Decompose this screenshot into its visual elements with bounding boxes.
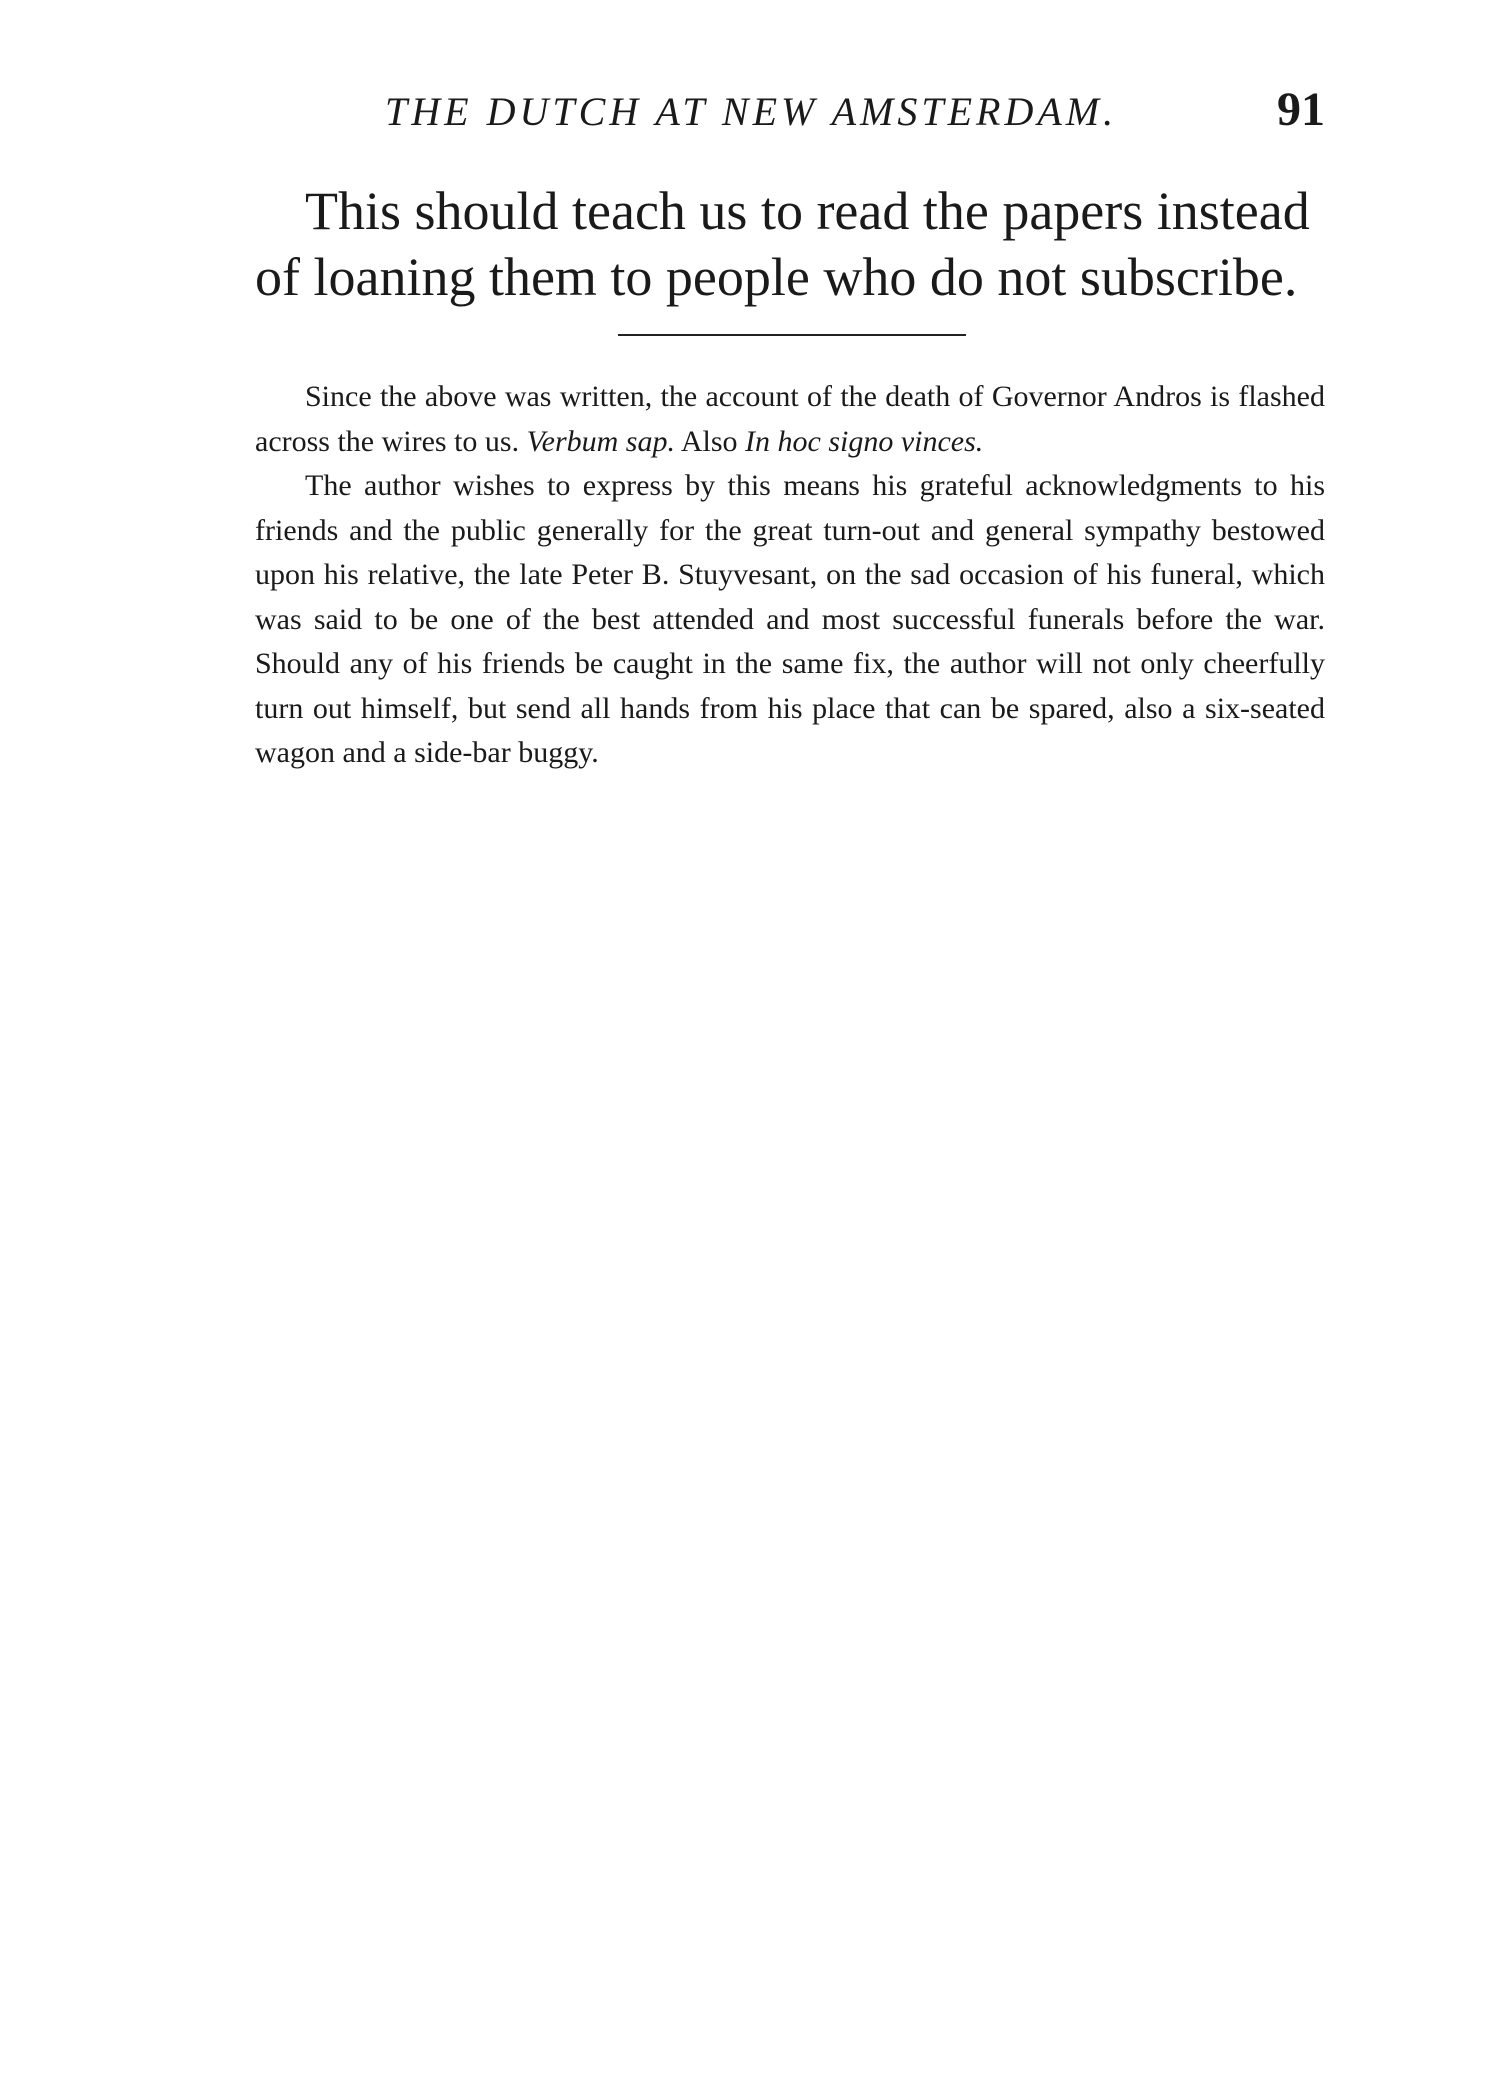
note-1-italic-b: In hoc signo vinces. (745, 424, 984, 458)
lead-paragraph (255, 178, 1325, 310)
note-1-text-a: Since the above was written, the account of the death of Governor Andros is flashed across the wires to us. (255, 380, 1325, 458)
lead-line-2: of loaning them to people who do not subscribe. (255, 247, 1298, 307)
running-title: THE DUTCH AT NEW AMSTERDAM. (385, 89, 1118, 134)
notes-section (255, 375, 1325, 776)
note-1-text-b: Also (680, 424, 738, 458)
section-divider (618, 334, 966, 336)
note-1-italic-a: Verbum sap. (526, 424, 675, 458)
note-paragraph-2: The author wishes to express by this means his grateful acknowledgments to his friends and the public generally for the great turn-out and general sympathy bestowed upon his relative, the late Peter B. Stuyvesant, on the sad occasion of his funeral, which was said to be one of the best attended and most successful funerals before the war. Should any of his friends be caught in the same fix, the author will not only cheerfully turn out himself, but send all hands from his place that can be spared, also a six-seated wagon and a side-bar buggy. (255, 469, 1325, 769)
running-head (255, 83, 1325, 148)
note-paragraph-1 (255, 375, 1325, 464)
page-number: 91 (1277, 83, 1325, 136)
lead-line-1: This should teach us to read the papers instead (305, 181, 1310, 241)
